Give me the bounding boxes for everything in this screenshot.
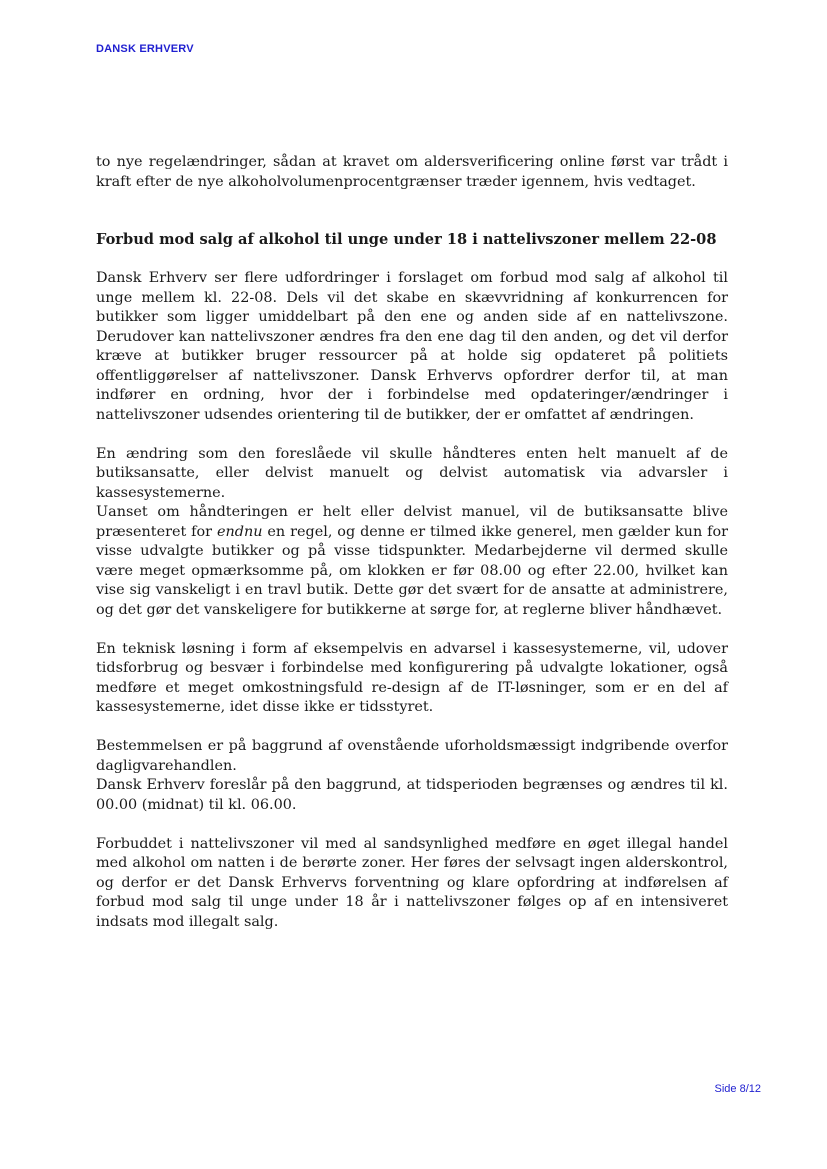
paragraph-3-end: en regel, og denne er tilmed ikke generel, men gælder kun for visse udvalgte butikker og på visse tidspunkter. Medarbejderne vil dermed skulle være meget opmærksomme på, om klokken er før 08.00 og efter 22.00, hvilket kan vise sig vanskeligt i en travl butik. Dette gør det svært for de ansatte at administrere, og det gør det vanskeligere for butikkerne at sørge for, at reglerne bliver håndhævet. <box>96 523 728 618</box>
paragraph-1: Dansk Erhverv ser flere udfordringer i forslaget om forbud mod salg af alkohol til unge mellem kl. 22-08. Dels vil det skabe en skævvridning af konkurrencen for butikker som ligger umiddelbart på den ene og anden side af en nattelivszone. Derudover kan nattelivszoner ændres fra den ene dag til den anden, og det vil derfor kræve at butikker bruger ressourcer på at holde sig opdateret på politiets offentliggørelser af nattelivszoner. Dansk Erhvervs opfordrer derfor til, at man indfører en ordning, hvor der i forbindelse med opdateringer/ændringer i nattelivszoner udsendes orientering til de butikker, der er omfattet af ændringen. <box>96 270 728 423</box>
intro-paragraph: to nye regelændringer, sådan at kravet om aldersverificering online først var trådt i kraft efter de nye alkoholvolumenprocentgrænser træder igennem, hvis vedtaget. <box>96 154 728 190</box>
paragraph-3-start: Uanset om håndteringen er helt eller delvist manuel, vil de butiksansatte blive præsenteret for <box>96 504 728 540</box>
page-number: Side 8/12 <box>714 1083 761 1095</box>
paragraph-5: Bestemmelsen er på baggrund af ovenstående uforholdsmæssigt indgribende overfor dagligvarehandlen. <box>96 738 728 774</box>
paragraph-7: Forbuddet i nattelivszoner vil med al sandsynlighed medføre en øget illegal handel med alkohol om natten i de berørte zoner. Her føres der selvsagt ingen alderskontrol, og derfor er det Dansk Erhvervs forventning og klare opfordring at indførelsen af forbud mod salg til unge under 18 år i nattelivszoner følges op af en intensiveret indsats mod illegalt salg. <box>96 835 728 930</box>
paragraph-2: En ændring som den foreslåede vil skulle håndteres enten helt manuelt af de butiksansatte, eller delvist manuelt og delvist automatisk via advarsler i kassesystemerne. <box>96 445 728 501</box>
emphasis-endnu: endnu <box>216 523 263 540</box>
section-heading: Forbud mod salg af alkohol til unge under 18 i nattelivszoner mellem 22-08 <box>96 231 717 248</box>
paragraph-6: Dansk Erhverv foreslår på den baggrund, at tidsperioden begrænses og ændres til kl. 00.00 (midnat) til kl. 06.00. <box>96 777 728 813</box>
paragraph-3 <box>96 503 728 620</box>
document-body <box>96 153 728 932</box>
header-brand: DANSK ERHVERV <box>96 43 194 55</box>
paragraph-4: En teknisk løsning i form af eksempelvis en advarsel i kassesystemerne, vil, udover tidsforbrug og besvær i forbindelse med konfigurering på udvalgte lokationer, også medføre et meget omkostningsfuld re-design af de IT-løsninger, som er en del af kassesystemerne, idet disse ikke er tidsstyret. <box>96 640 728 715</box>
